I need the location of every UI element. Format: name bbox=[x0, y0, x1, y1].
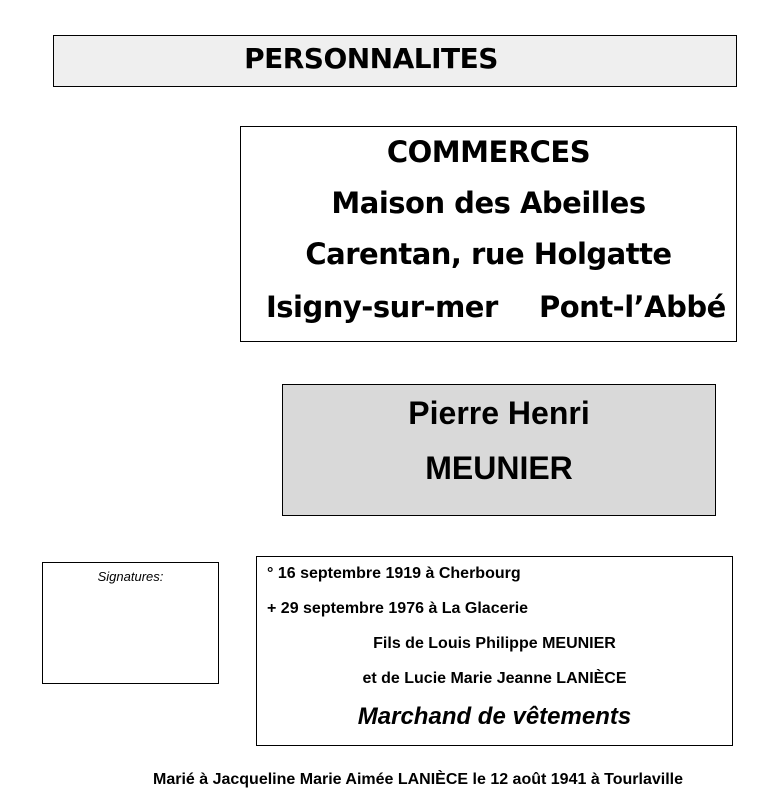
commerces-title: COMMERCES bbox=[386, 135, 591, 169]
marriage-info: Marié à Jacqueline Marie Aimée LANIÈCE le 12 août 1941 à Tourlaville bbox=[153, 771, 683, 788]
commerce-address: Carentan, rue Holgatte bbox=[305, 237, 672, 271]
page-title: PERSONNALITES bbox=[244, 42, 498, 75]
father-info: Fils de Louis Philippe MEUNIER bbox=[373, 635, 616, 652]
signature-box bbox=[42, 562, 219, 684]
person-first-names: Pierre Henri bbox=[408, 395, 590, 431]
person-name-box bbox=[282, 384, 716, 516]
person-last-name: MEUNIER bbox=[425, 450, 573, 486]
birth-info: ° 16 septembre 1919 à Cherbourg bbox=[267, 565, 521, 582]
commerce-location-pont-labbe: Pont-l’Abbé bbox=[539, 290, 726, 324]
header-banner bbox=[53, 35, 737, 87]
commerces-box bbox=[240, 126, 737, 342]
mother-info: et de Lucie Marie Jeanne LANIÈCE bbox=[362, 670, 627, 687]
biography-box bbox=[256, 556, 733, 746]
profession: Marchand de vêtements bbox=[357, 703, 632, 730]
signature-label: Signatures: bbox=[97, 569, 164, 584]
death-info: + 29 septembre 1976 à La Glacerie bbox=[267, 600, 529, 617]
commerce-location-isigny: Isigny-sur-mer bbox=[266, 290, 498, 324]
commerce-name: Maison des Abeilles bbox=[331, 186, 646, 220]
